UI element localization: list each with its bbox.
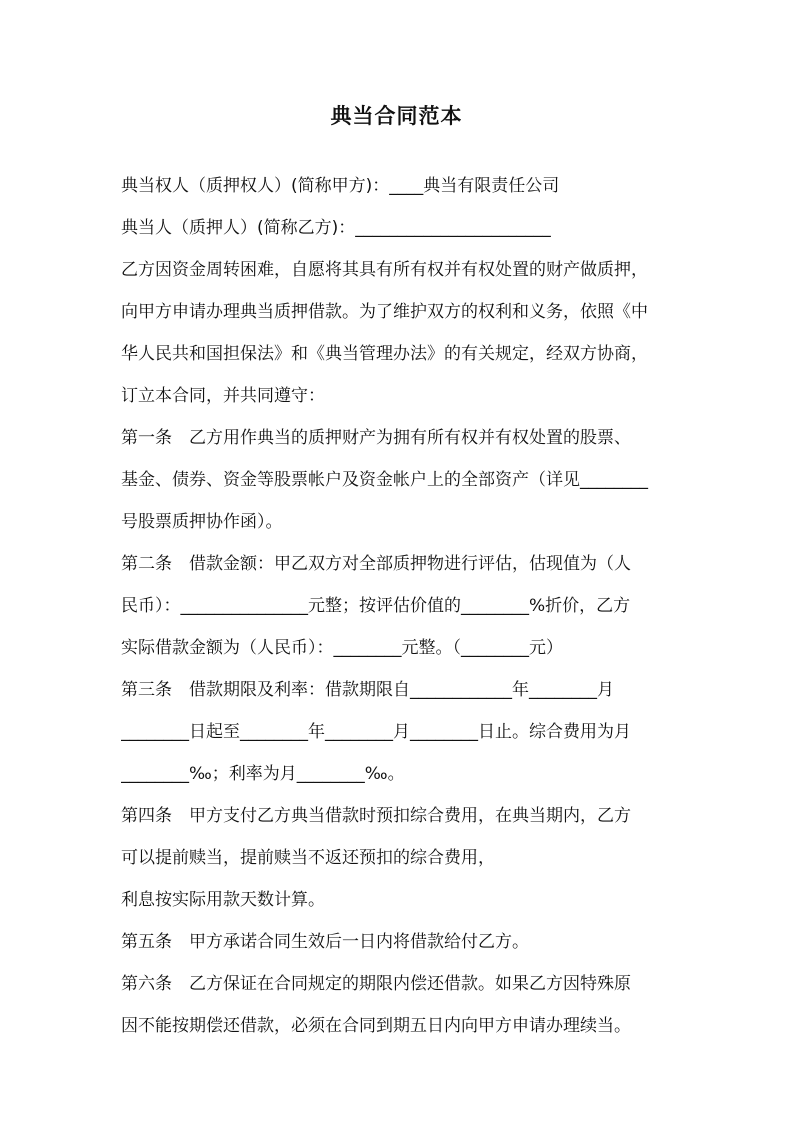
article-6-line: 第六条 乙方保证在合同规定的期限内偿还借款。如果乙方因特殊原: [121, 974, 631, 994]
article-5-line: 第五条 甲方承诺合同生效后一日内将借款给付乙方。: [121, 932, 529, 952]
article-2-line: 第二条 借款金额：甲乙双方对全部质押物进行评估，估现值为（人: [121, 554, 631, 574]
article-1-line: 第一条 乙方用作典当的质押财产为拥有所有权并有权处置的股票、: [121, 428, 631, 448]
article-6-line: 因不能按期偿还借款，必须在合同到期五日内向甲方申请办理续当。: [121, 1016, 631, 1036]
article-2-line: 实际借款金额为（人民币）：________元整。（________元）: [121, 638, 563, 658]
article-1-line: 基金、债券、资金等股票帐户及资金帐户上的全部资产（详见________: [121, 470, 648, 490]
party-b-line: 典当人（质押人）(简称乙方)：_______________________: [121, 218, 551, 238]
article-1-line: 号股票质押协作函）。: [121, 512, 283, 532]
article-2-line: 民币）：_______________元整；按评估价值的________%折价，乙方: [121, 596, 631, 616]
article-4-line: 利息按实际用款天数计算。: [121, 890, 325, 910]
party-a-line: 典当权人（质押权人）(简称甲方)：____典当有限责任公司: [121, 176, 560, 196]
article-4-line: 第四条 甲方支付乙方典当借款时预扣综合费用，在典当期内，乙方: [121, 806, 631, 826]
preamble-line: 华人民共和国担保法》和《典当管理办法》的有关规定，经双方协商，: [121, 344, 648, 364]
contract-body: [121, 165, 681, 1047]
article-4-line: 可以提前赎当，提前赎当不返还预扣的综合费用，: [121, 848, 495, 868]
preamble-line: 向甲方申请办理典当质押借款。为了维护双方的权利和义务，依照《中: [121, 302, 648, 322]
article-3-line: 第三条 借款期限及利率：借款期限自____________年________月: [121, 680, 614, 700]
article-3-line: ________日起至________年________月________日止。综合费用为月: [121, 722, 631, 742]
preamble-line: 订立本合同，并共同遵守：: [121, 386, 325, 406]
article-3-line: ________‰；利率为月________‰。: [121, 764, 405, 784]
document-title: 典当合同范本: [330, 104, 463, 128]
preamble-line: 乙方因资金周转困难，自愿将其具有所有权并有权处置的财产做质押，: [121, 260, 648, 280]
